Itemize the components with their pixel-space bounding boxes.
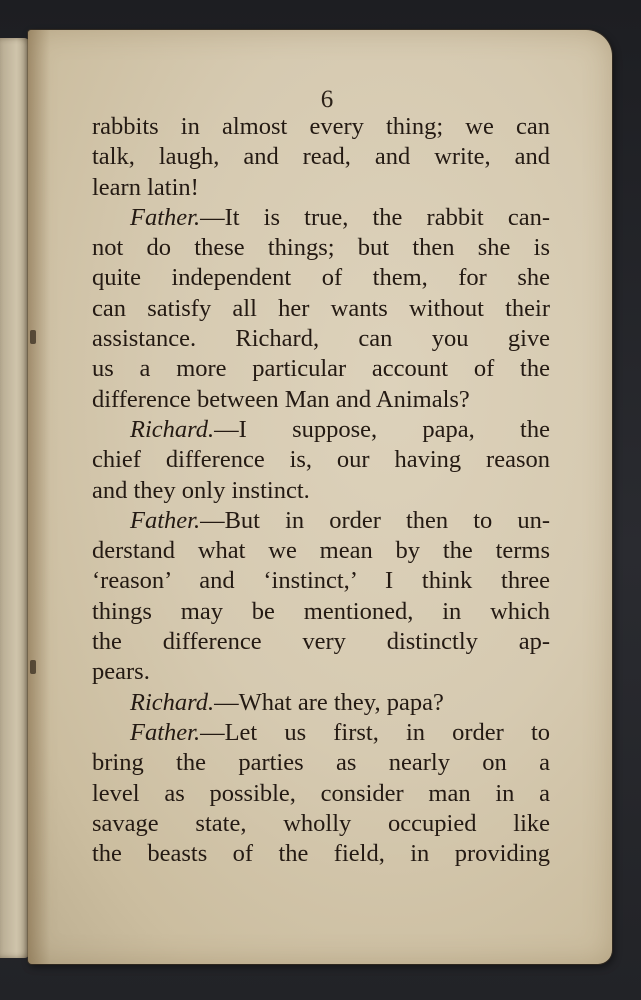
text-line (92, 536, 550, 566)
text-line (92, 203, 550, 233)
binding-stitch (30, 330, 36, 344)
text-line (92, 566, 550, 596)
line-text: quite independent of them, for she (92, 264, 550, 292)
line-text: savage state, wholly occupied like (92, 809, 550, 837)
text-line (92, 112, 550, 142)
text-line (92, 627, 550, 657)
line-text: ‘reason’ and ‘instinct,’ I think three (92, 567, 550, 595)
page-number: 6 (320, 86, 334, 113)
text-line (92, 657, 550, 687)
line-text: us a more particular account of the (92, 355, 550, 383)
binding-stitch (30, 660, 36, 674)
text-line (92, 445, 550, 475)
line-text: —But in order then to un- (200, 506, 550, 534)
line-text: assistance. Richard, can you give (92, 325, 550, 353)
line-text: difference between Man and Animals? (92, 385, 470, 413)
text-line (92, 354, 550, 384)
line-text: chief difference is, our having reason (92, 446, 550, 474)
line-text: —What are they, papa? (214, 688, 444, 716)
line-text: bring the parties as nearly on a (92, 749, 550, 777)
text-line (92, 263, 550, 293)
line-text: —I suppose, papa, the (214, 415, 550, 443)
text-line (92, 506, 550, 536)
line-text: can satisfy all her wants without their (92, 294, 550, 322)
previous-page-edge (0, 38, 30, 958)
line-text: level as possible, consider man in a (92, 779, 550, 807)
text-line (92, 597, 550, 627)
text-line (92, 415, 550, 445)
line-text: talk, laugh, and read, and write, and (92, 143, 550, 171)
speaker-name: Father. (130, 203, 201, 231)
text-line (92, 748, 550, 778)
text-line (92, 294, 550, 324)
line-text: rabbits in almost every thing; we can (92, 113, 550, 140)
line-text: things may be mentioned, in which (92, 597, 550, 625)
text-line (92, 839, 550, 869)
speaker-name: Richard. (130, 415, 215, 443)
speaker-name: Father. (130, 718, 201, 746)
spine-shadow (28, 30, 50, 964)
page-text (92, 112, 550, 869)
line-text: —Let us first, in order to (200, 718, 550, 746)
text-line (92, 809, 550, 839)
text-line (92, 779, 550, 809)
line-text: not do these things; but then she is (92, 234, 550, 262)
line-text: and they only instinct. (92, 476, 310, 504)
text-line (92, 142, 550, 172)
speaker-name: Richard. (130, 688, 215, 716)
text-line (92, 476, 550, 506)
line-text: —It is true, the rabbit can- (200, 203, 550, 231)
text-line (92, 688, 550, 718)
text-line (92, 385, 550, 415)
line-text: learn latin! (92, 173, 199, 201)
line-text: the difference very distinctly ap- (92, 628, 550, 656)
speaker-name: Father. (130, 506, 201, 534)
text-line (92, 324, 550, 354)
text-line (92, 233, 550, 263)
line-text: pears. (92, 658, 150, 686)
text-line (92, 718, 550, 748)
text-line (92, 173, 550, 203)
line-text: derstand what we mean by the terms (92, 537, 550, 565)
line-text: the beasts of the field, in providing (92, 840, 550, 868)
